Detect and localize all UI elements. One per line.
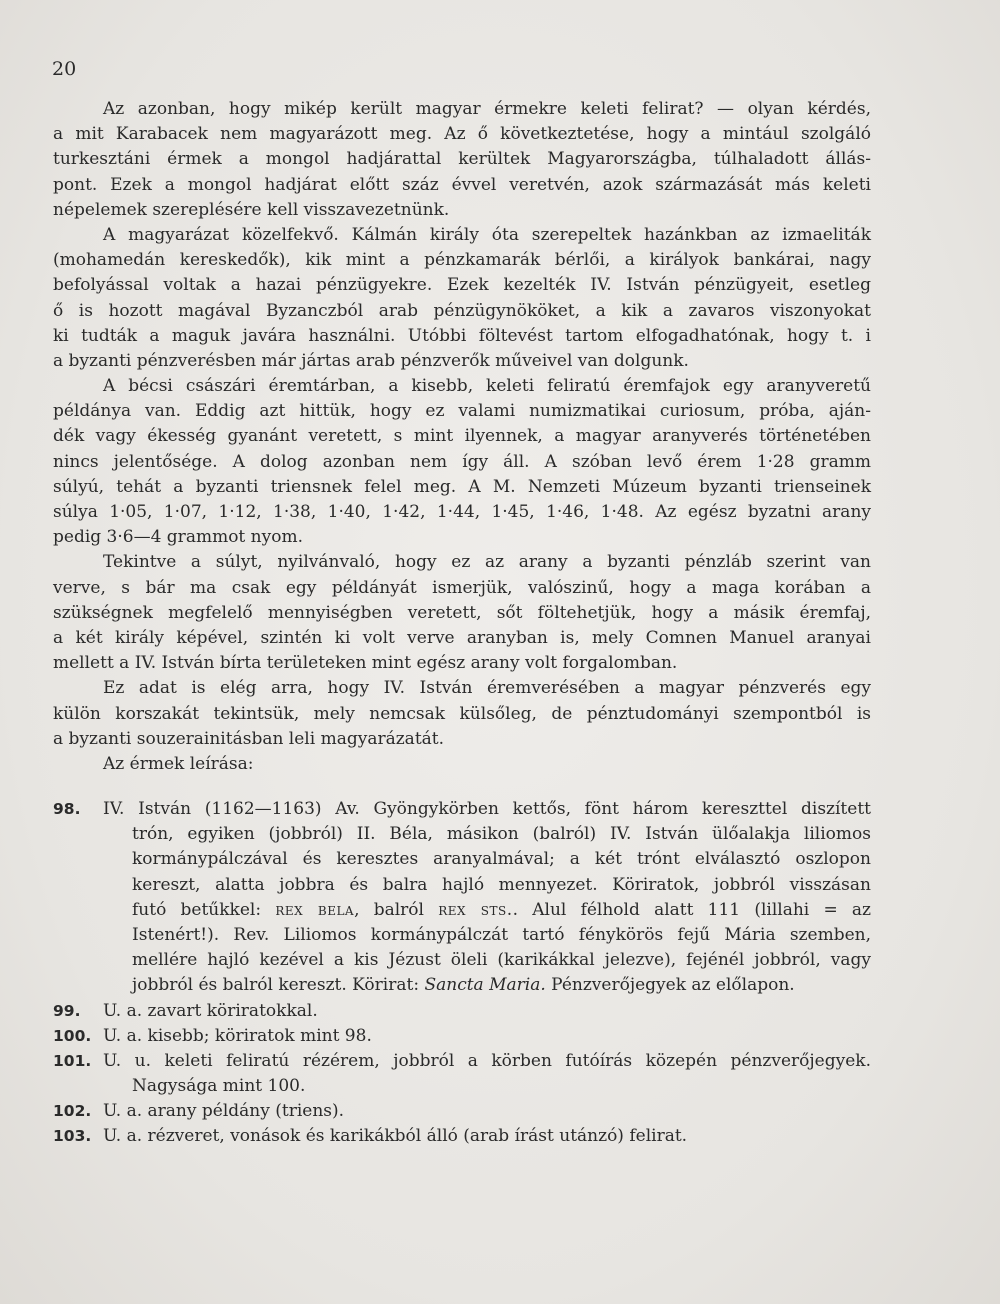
text-line: U. u. keleti feliratú rézérem, jobbról a körben futóírás közepén pénzverőjegyek. xyxy=(103,1050,871,1071)
text-line: U. a. rézveret, vonások és karikákból álló (arab írást utánzó) felirat. xyxy=(103,1126,688,1147)
text-line: verve, s bár ma csak egy példányát ismerjük, valószinű, hogy a maga korában a xyxy=(53,577,871,598)
entry-number: 103. xyxy=(53,1127,92,1146)
entry-text xyxy=(103,1124,871,1149)
text-line: Az azonban, hogy mikép került magyar érmekre keleti felirat? — olyan kérdés, xyxy=(103,99,871,119)
text-line: ki tudták a maguk javára használni. Utóbbi föltevést tartom elfogadhatónak, hogy t. i xyxy=(53,325,871,346)
paragraph xyxy=(53,97,871,223)
text-line: U. a. arany példány (triens). xyxy=(103,1101,345,1122)
catalogue-entry xyxy=(53,1124,871,1149)
text-fragment: Pénzverőjegyek az előlapon. xyxy=(545,975,795,996)
text-line: ő is hozott magával Byzanczból arab pénzügynököket, a kik a zavaros viszonyokat xyxy=(53,300,871,321)
text-line: pedig 3·6—4 grammot nyom. xyxy=(53,527,303,548)
text-line: súlya 1·05, 1·07, 1·12, 1·38, 1·40, 1·42, 1·44, 1·45, 1·46, 1·48. Az egész byzatni arany xyxy=(53,502,871,522)
text-line: szükségnek megfelelő mennyiségben veretett, sőt föltehetjük, hogy a másik éremfaj, xyxy=(53,602,871,623)
section-heading xyxy=(53,752,871,777)
text-line: kereszt, alatta jobbra és balra hajló mennyezet. Köriratok, jobbról visszásan xyxy=(132,874,871,895)
text-line: A bécsi császári éremtárban, a kisebb, keleti feliratú éremfajok egy aranyveretű xyxy=(103,376,871,397)
entry-text xyxy=(103,1099,871,1124)
text-line: mellére hajló kezével a kis Jézust öleli (karikákkal jelezve), fejénél jobbról, vagy xyxy=(132,950,871,971)
text-line: Ez adat is elég arra, hogy IV. István éremverésében a magyar pénzverés egy xyxy=(103,678,871,699)
text-line: Istenért!). Rev. Liliomos kormánypálczát tartó fénykörös fejű Mária szemben, xyxy=(132,924,871,945)
text-line: nincs jelentősége. A dolog azonban nem így áll. A szóban levő érem 1·28 gramm xyxy=(53,451,871,472)
body-text xyxy=(53,97,871,777)
entry-number: 99. xyxy=(53,1001,81,1020)
text-line: IV. István (1162—1163) Av. Gyöngykörben kettős, fönt három kereszttel diszített xyxy=(103,799,871,819)
text-line: népelemek szereplésére kell visszavezetnünk. xyxy=(53,199,450,220)
text-line: a mit Karabacek nem magyarázott meg. Az ő következtetése, hogy a mintául szolgáló xyxy=(53,124,871,145)
text-fragment: jobbról és balról kereszt. Körirat: xyxy=(132,975,420,996)
catalogue-entry xyxy=(53,1024,871,1049)
text-line: mellett a IV. István bírta területeken mint egész arany volt forgalomban. xyxy=(53,653,678,674)
paragraph xyxy=(53,676,871,752)
entry-text xyxy=(103,1024,871,1049)
text-line: Tekintve a súlyt, nyilvánvaló, hogy ez az arany a byzanti pénzláb szerint van xyxy=(103,552,871,573)
text-line: (mohamedán kereskedők), kik mint a pénzkamarák bérlői, a királyok bankárai, nagy xyxy=(53,250,871,271)
catalogue-entry xyxy=(53,999,871,1024)
text-line: U. a. kisebb; köriratok mint 98. xyxy=(103,1025,372,1046)
coin-legend: rex bela xyxy=(275,899,355,920)
page-number: 20 xyxy=(52,58,77,80)
coin-legend: rex sts. xyxy=(438,899,513,920)
coin-catalogue xyxy=(53,797,871,1150)
text-line: turkesztáni érmek a mongol hadjárattal kerültek Magyarországba, túlhaladott állás- xyxy=(53,149,871,170)
text-line: U. a. zavart köriratokkal. xyxy=(103,1000,318,1021)
text-fragment: futó betűkkel: xyxy=(132,899,262,920)
text-fragment: , balról xyxy=(354,899,439,920)
text-line: pont. Ezek a mongol hadjárat előtt száz évvel veretvén, azok származását más keleti xyxy=(53,174,871,195)
entry-text xyxy=(103,1049,871,1099)
text-line: példánya van. Eddig azt hittük, hogy ez valami numizmatikai curiosum, próba, aján- xyxy=(53,401,871,422)
catalogue-entry xyxy=(53,1049,871,1099)
entry-text xyxy=(103,999,871,1024)
paragraph xyxy=(53,550,871,676)
coin-legend: Sancta Maria. xyxy=(424,975,546,996)
entry-number: 102. xyxy=(53,1102,92,1121)
catalogue-entry xyxy=(53,1099,871,1124)
paragraph xyxy=(53,374,871,550)
text-line: befolyással voltak a hazai pénzügyekre. Ezek kezelték IV. István pénzügyeit, esetleg xyxy=(53,275,871,296)
entry-number: 98. xyxy=(53,800,81,818)
text-line: külön korszakát tekintsük, mely nemcsak külsőleg, de pénztudományi szempontból is xyxy=(53,703,871,724)
text-line: A magyarázat közelfekvő. Kálmán király óta szerepeltek hazánkban az izmaeliták xyxy=(103,224,871,245)
text-fragment: . Alul félhold alatt 111 (lillahi = az xyxy=(512,899,872,920)
paragraph xyxy=(53,223,871,374)
text-line: Nagysága mint 100. xyxy=(132,1076,306,1097)
text-line: a két király képével, szintén ki volt verve aranyban is, mely Comnen Manuel aranyai xyxy=(53,627,871,648)
text-line: a byzanti pénzverésben már jártas arab pénzverők műveivel van dolgunk. xyxy=(53,350,689,371)
text-line: a byzanti souzerainitásban leli magyarázatát. xyxy=(53,728,445,749)
text-line: trón, egyiken (jobbról) II. Béla, másikon (balról) IV. István ülőalakja liliomos xyxy=(132,824,871,845)
entry-text xyxy=(103,797,871,999)
catalogue-entry xyxy=(53,797,871,999)
text-line xyxy=(103,973,871,998)
text-line xyxy=(103,898,871,923)
text-line: dék vagy ékesség gyanánt veretett, s mint ilyennek, a magyar aranyverés történetében xyxy=(53,426,871,447)
text-line: súlyú, tehát a byzanti triensnek felel meg. A M. Nemzeti Múzeum byzanti trienseinek xyxy=(53,476,871,497)
entry-number: 101. xyxy=(53,1051,92,1070)
text-line: Az érmek leírása: xyxy=(103,753,254,774)
text-line: kormánypálczával és keresztes aranyalmával; a két trónt elválasztó oszlopon xyxy=(132,849,871,870)
entry-number: 100. xyxy=(53,1026,92,1045)
